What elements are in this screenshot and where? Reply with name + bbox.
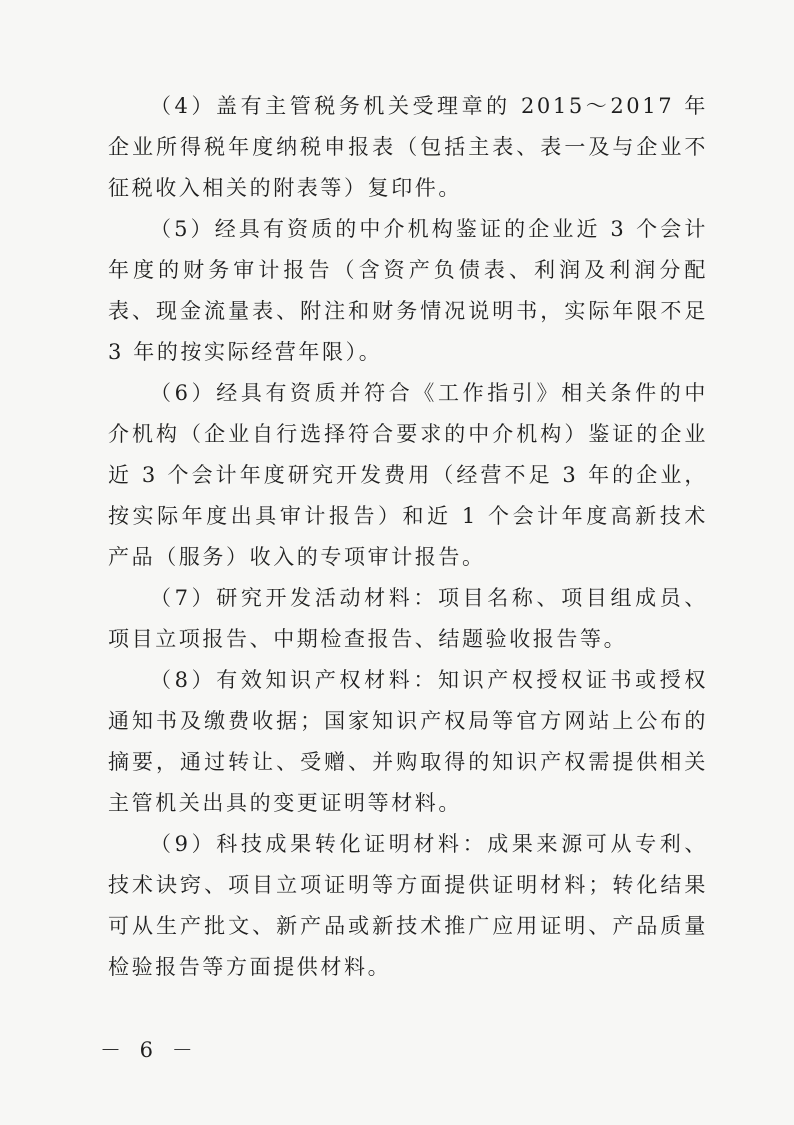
paragraph-item-6: （6）经具有资质并符合《工作指引》相关条件的中介机构（企业自行选择符合要求的中介机构）鉴证的企业近 3 个会计年度研究开发费用（经营不足 3 年的企业，按实际年度出具审计报告）和近 1 个会计年度高新技术产品（服务）收入的专项审计报告。 [108,381,708,569]
paragraph-item-7: （7）研究开发活动材料：项目名称、项目组成员、项目立项报告、中期检查报告、结题验收报告等。 [108,586,708,651]
paragraph-item-9: （9）科技成果转化证明材料：成果来源可从专利、技术诀窍、项目立项证明等方面提供证明材料；转化结果可从生产批文、新产品或新技术推广应用证明、产品质量检验报告等方面提供材料。 [108,832,708,979]
paragraph-item-5: （5）经具有资质的中介机构鉴证的企业近 3 个会计年度的财务审计报告（含资产负债表、利润及利润分配表、现金流量表、附注和财务情况说明书，实际年限不足 3 年的按实际经营年限）。 [108,217,708,364]
paragraph-item-4: （4）盖有主管税务机关受理章的 2015～2017 年企业所得税年度纳税申报表（包括主表、表一及与企业不征税收入相关的附表等）复印件。 [108,94,708,200]
paragraph-item-8: （8）有效知识产权材料：知识产权授权证书或授权通知书及缴费收据；国家知识产权局等官方网站上公布的摘要，通过转让、受赠、并购取得的知识产权需提供相关主管机关出具的变更证明等材料。 [108,668,708,815]
page-number: － 6 － [100,1038,199,1062]
document-body [108,86,708,988]
